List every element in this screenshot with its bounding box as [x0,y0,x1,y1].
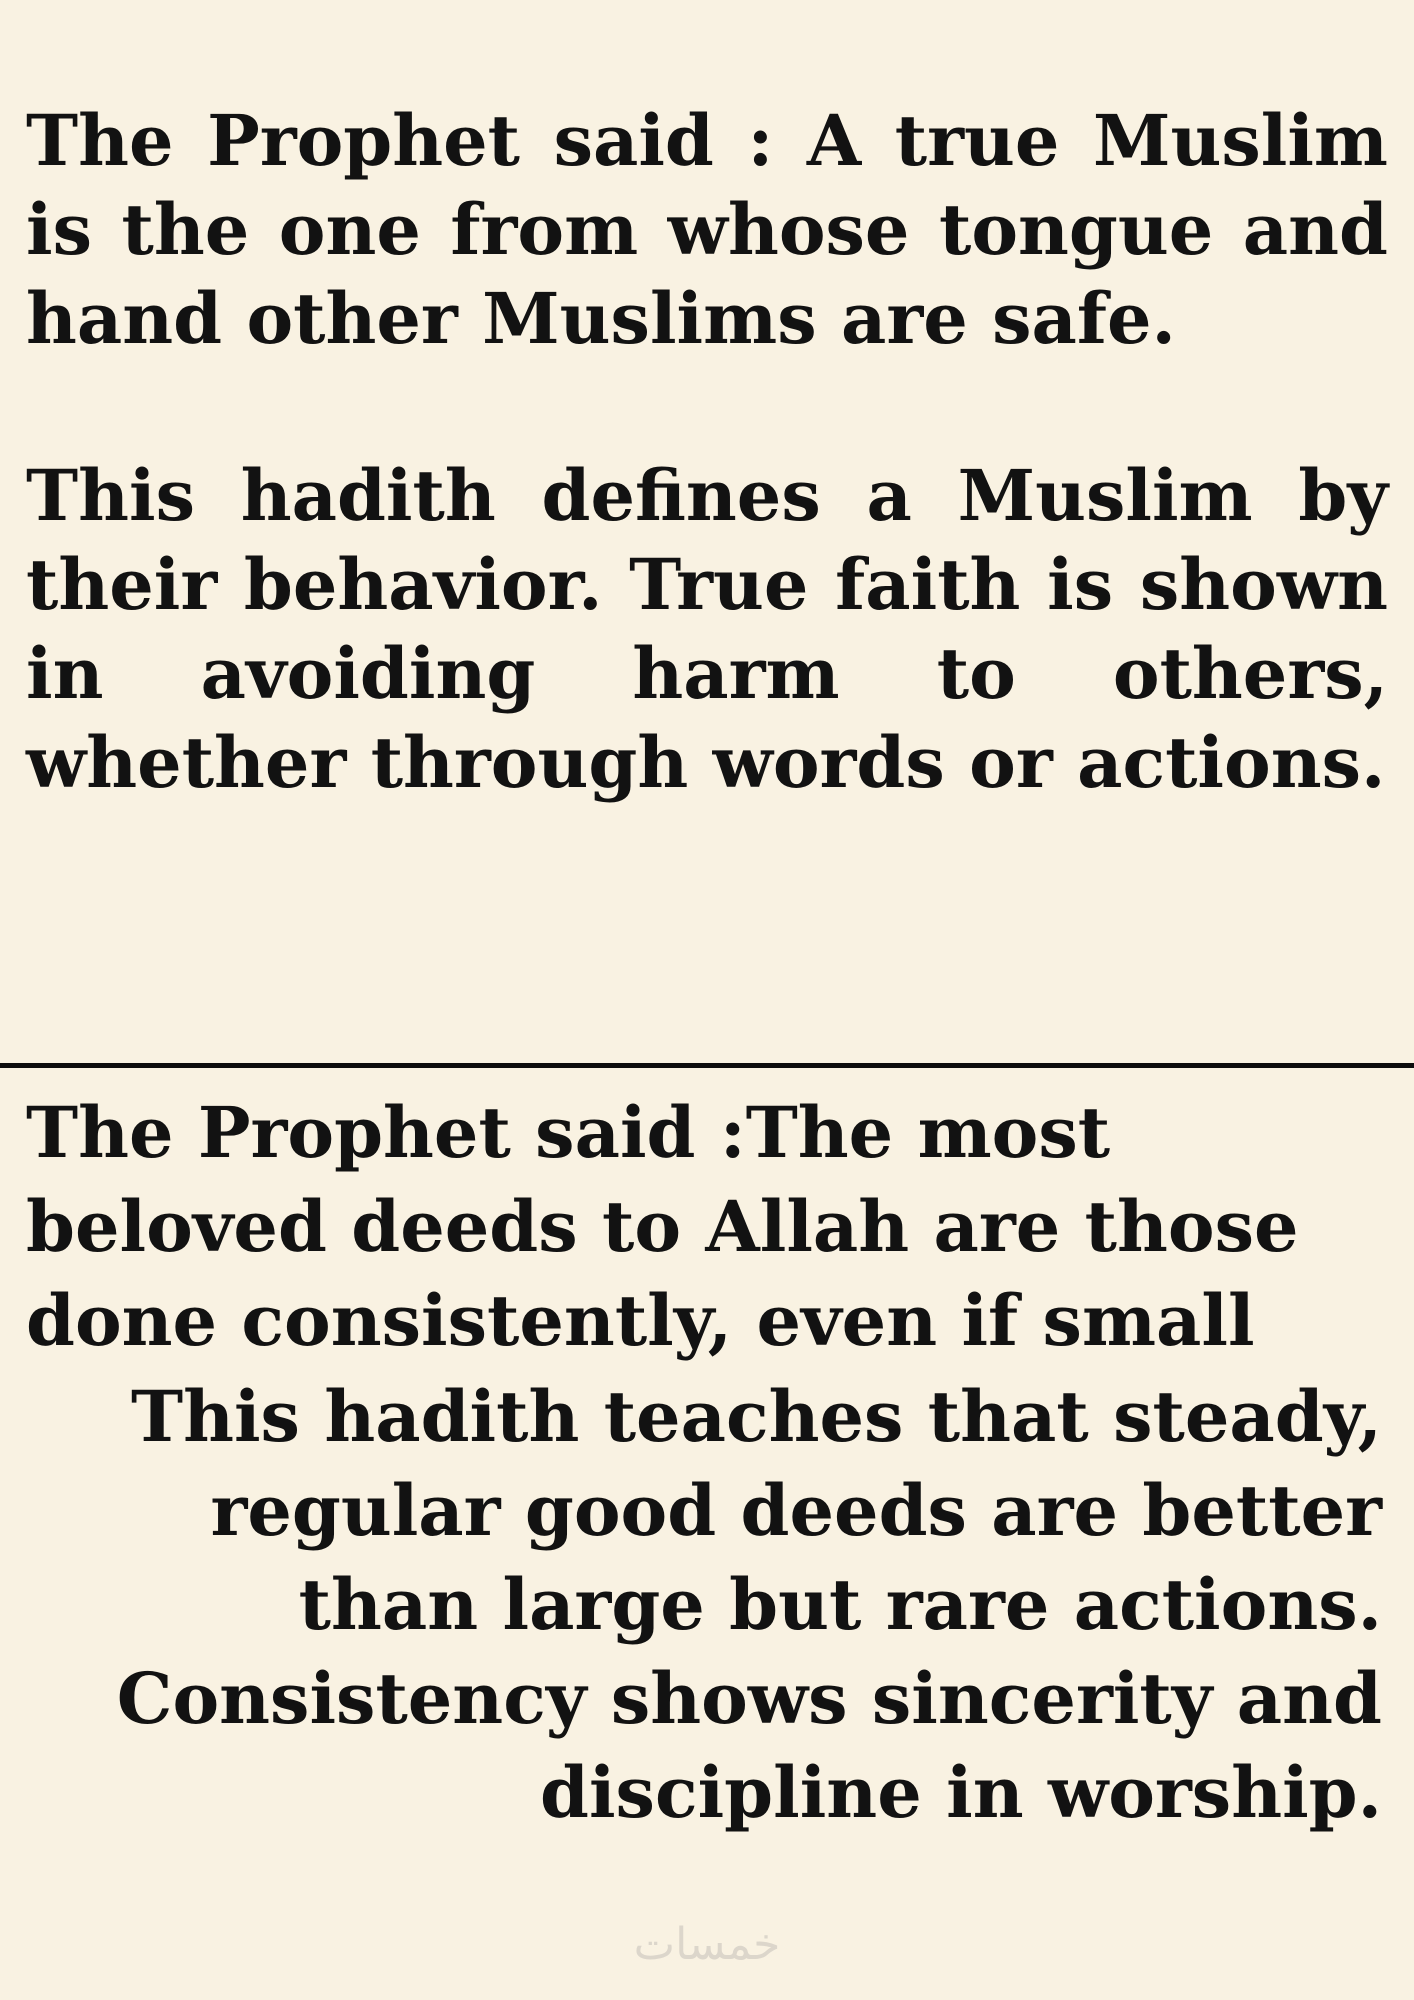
section-divider [0,1063,1414,1068]
watermark-logo: خمسات [633,1919,781,1970]
hadith-text-2: The Prophet said :The most beloved deeds to Allah are those done consistently, even if small [26,1091,1299,1362]
hadith-explanation-2: This hadith teaches that steady, regular good deeds are better than large but rare actions. Consistency shows sincerity and discipline in worship. [116,1375,1382,1834]
hadith-explanation-1: This hadith defines a Muslim by their behavior. True faith is shown in avoiding harm to others, whether through words or actions. [26,454,1388,804]
hadith-text-1: The Prophet said : A true Muslim is the one from whose tongue and hand other Muslims are safe. [26,99,1388,360]
